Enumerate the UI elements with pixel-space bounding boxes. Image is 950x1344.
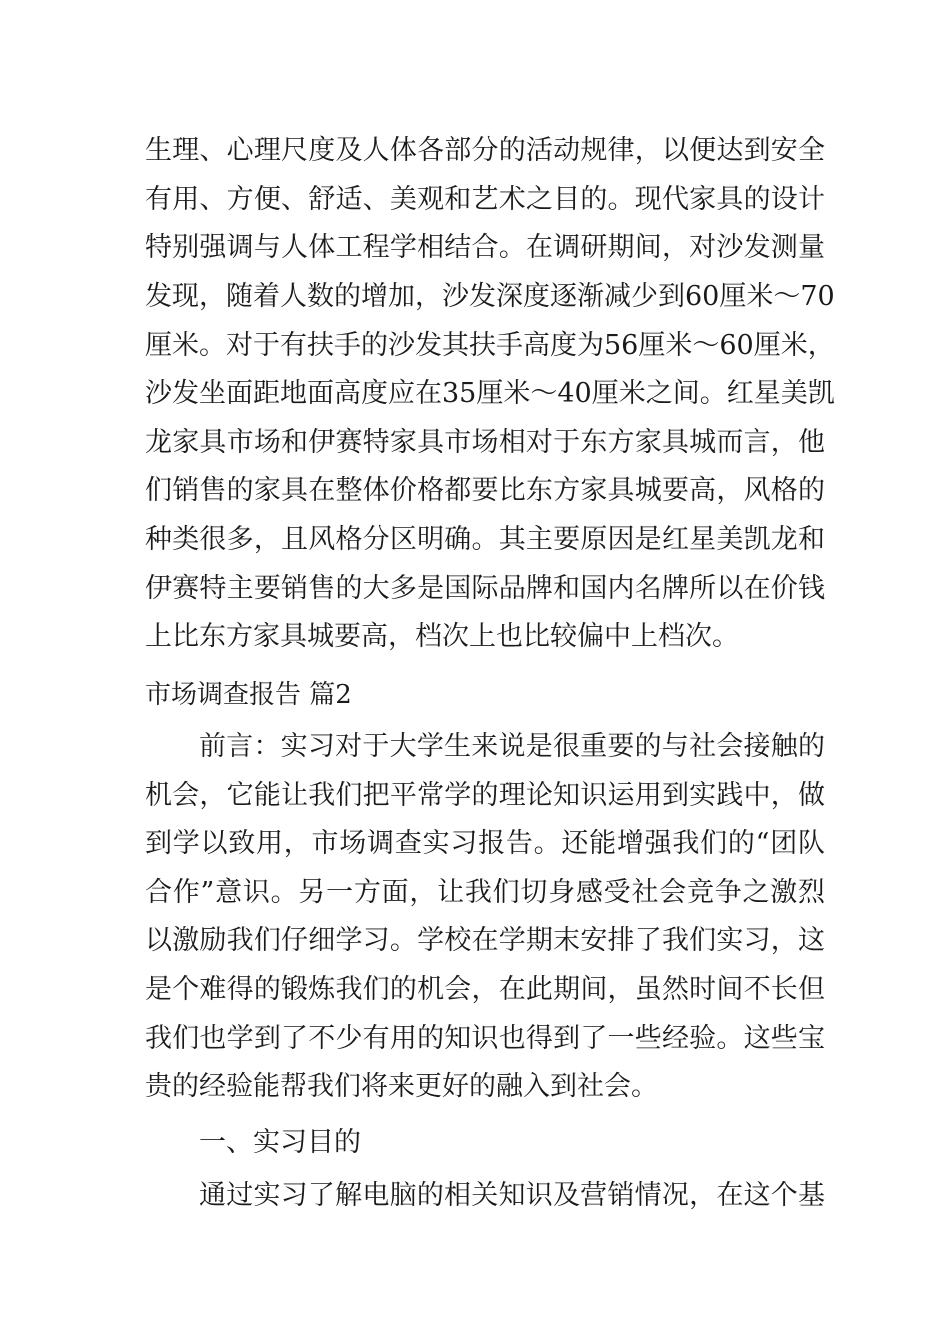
paragraph-line: 机会，它能让我们把平常学的理论知识运用到实践中，做 (145, 780, 825, 811)
paragraph-line: 通过实习了解电脑的相关知识及营销情况，在这个基 (199, 1180, 825, 1211)
paragraph-line: 种类很多，且风格分区明确。其主要原因是红星美凯龙和 (145, 524, 825, 555)
paragraph-line: 是个难得的锻炼我们的机会，在此期间，虽然时间不长但 (145, 974, 825, 1005)
paragraph-line: 前言：实习对于大学生来说是很重要的与社会接触的 (199, 731, 825, 762)
paragraph-line: 沙发坐面距地面高度应在35厘米～40厘米之间。红星美凯 (145, 378, 835, 409)
paragraph-line: 合作”意识。另一方面，让我们切身感受社会竞争之激烈 (145, 877, 825, 908)
paragraph-line: 特别强调与人体工程学相结合。在调研期间，对沙发测量 (145, 232, 825, 263)
paragraph-line: 生理、心理尺度及人体各部分的活动规律，以便达到安全 (145, 135, 825, 166)
paragraph-line: 们销售的家具在整体价格都要比东方家具城要高，风格的 (145, 475, 825, 506)
paragraph-line: 我们也学到了不少有用的知识也得到了一些经验。这些宝 (145, 1023, 825, 1054)
paragraph-line: 上比东方家具城要高，档次上也比较偏中上档次。 (145, 621, 739, 652)
paragraph-line: 有用、方便、舒适、美观和艺术之目的。现代家具的设计 (145, 184, 825, 215)
paragraph-line: 到学以致用，市场调查实习报告。还能增强我们的“团队 (145, 828, 825, 859)
paragraph-line: 厘米。对于有扶手的沙发其扶手高度为56厘米～60厘米， (145, 330, 835, 361)
paragraph-line: 贵的经验能帮我们将来更好的融入到社会。 (145, 1071, 658, 1102)
subheading: 一、实习目的 (199, 1127, 361, 1158)
paragraph-line: 龙家具市场和伊赛特家具市场相对于东方家具城而言，他 (145, 427, 825, 458)
paragraph-line: 伊赛特主要销售的大多是国际品牌和国内名牌所以在价钱 (145, 573, 825, 604)
section-heading: 市场调查报告 篇2 (145, 680, 352, 710)
paragraph-line: 发现，随着人数的增加，沙发深度逐渐减少到60厘米～70 (145, 281, 835, 312)
paragraph-line: 以激励我们仔细学习。学校在学期末安排了我们实习，这 (145, 925, 825, 956)
